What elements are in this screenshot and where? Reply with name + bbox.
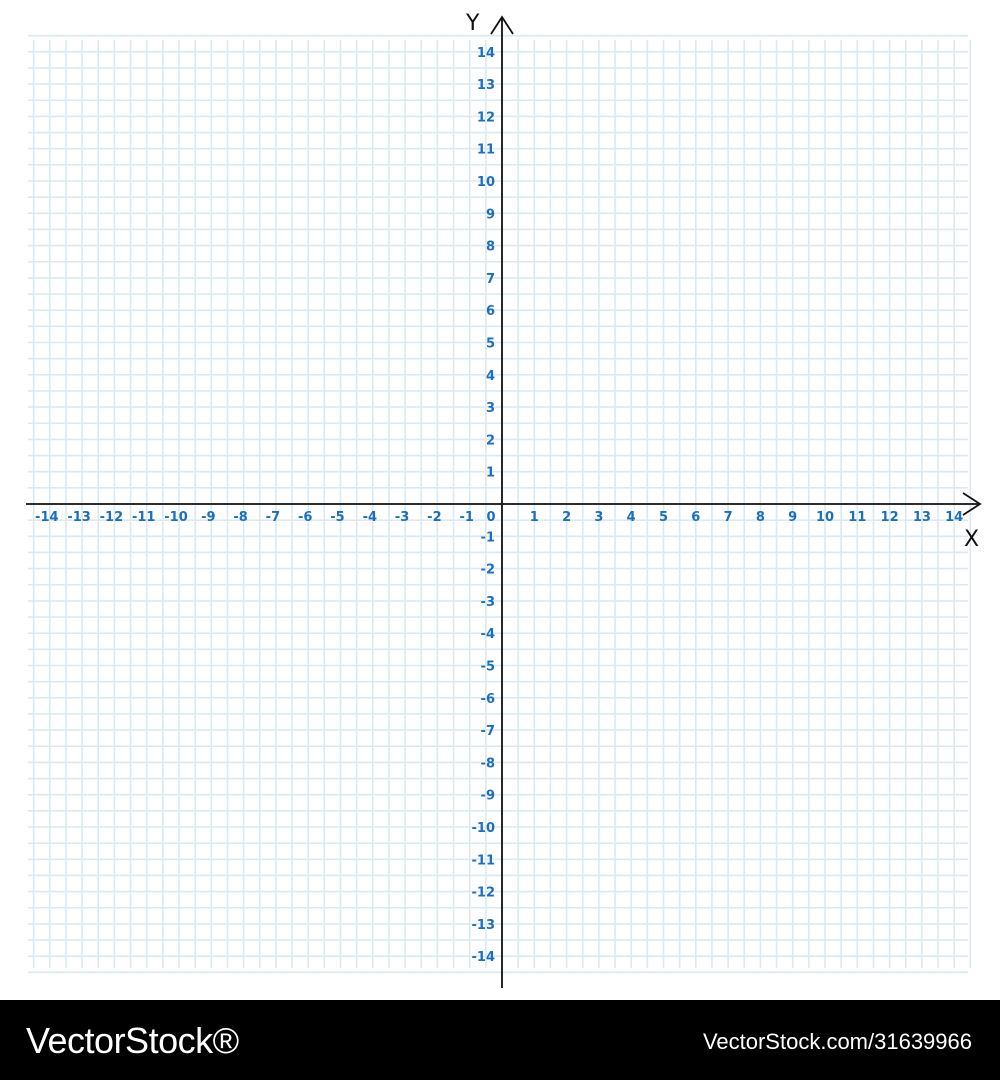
y-tick-label: 11 (476, 142, 495, 158)
y-tick-label: -2 (480, 562, 495, 578)
x-tick-label: -8 (233, 510, 248, 525)
x-tick-label: -10 (164, 510, 188, 525)
y-tick-label: -14 (471, 950, 495, 966)
x-tick-label: -14 (35, 510, 59, 525)
y-tick-label: 2 (485, 433, 495, 449)
image-url-text[interactable]: VectorStock.com/31639966 (702, 1029, 972, 1054)
y-tick-label: -9 (480, 788, 495, 804)
x-tick-label: -11 (131, 510, 156, 525)
y-tick-label: 4 (485, 368, 495, 384)
y-tick-label: -3 (480, 594, 495, 610)
y-tick-label: -12 (471, 885, 495, 901)
x-tick-label: 5 (658, 510, 669, 525)
x-tick-label: 8 (755, 510, 765, 525)
y-tick-label: -7 (480, 724, 495, 740)
y-tick-label: 13 (476, 78, 495, 94)
x-tick-label: 2 (562, 510, 572, 525)
y-tick-label: 6 (485, 304, 495, 320)
origin-label: 0 (486, 510, 496, 525)
x-tick-label: -1 (459, 510, 474, 525)
y-tick-label: 14 (476, 45, 495, 61)
y-tick-label: 12 (476, 110, 495, 126)
y-tick-label: -10 (471, 821, 495, 836)
y-tick-label: -8 (480, 756, 495, 772)
x-tick-labels (35, 510, 963, 525)
x-tick-label: -4 (362, 510, 378, 525)
x-tick-label: 6 (691, 510, 701, 525)
y-tick-label: 9 (485, 207, 495, 223)
y-axis-label: Y (466, 11, 480, 36)
x-tick-label: 12 (880, 510, 899, 525)
y-tick-label: 5 (485, 336, 495, 352)
x-tick-label: 3 (594, 510, 604, 525)
x-tick-label: -13 (67, 510, 91, 525)
x-tick-label: 9 (788, 510, 798, 525)
footer-bar (0, 1000, 1000, 1080)
x-tick-label: -12 (99, 510, 124, 525)
x-tick-label: 7 (723, 510, 733, 525)
x-tick-label: -6 (297, 510, 313, 525)
y-tick-label: 10 (476, 175, 495, 190)
y-tick-label: -1 (480, 530, 495, 546)
x-tick-label: 13 (912, 510, 931, 525)
x-tick-label: 14 (945, 510, 964, 525)
y-tick-label: -13 (471, 917, 495, 933)
y-tick-label: 3 (485, 401, 495, 417)
x-tick-label: 11 (848, 510, 867, 525)
x-tick-label: 1 (529, 510, 539, 525)
y-tick-label: 1 (485, 465, 495, 481)
x-tick-label: -5 (330, 510, 345, 525)
x-tick-label: -9 (201, 510, 216, 525)
y-tick-label: -5 (480, 659, 495, 675)
x-tick-label: 10 (815, 510, 835, 525)
axes (26, 11, 980, 988)
y-tick-label: 7 (485, 271, 495, 287)
x-tick-label: 4 (626, 510, 636, 525)
x-tick-label: -7 (265, 510, 281, 525)
y-tick-label: -4 (480, 627, 495, 643)
y-tick-label: -6 (480, 691, 495, 707)
brand-logo[interactable]: VectorStock® (26, 1020, 239, 1061)
x-tick-label: -2 (427, 510, 442, 525)
x-axis-label: X (964, 527, 980, 552)
y-tick-label: -11 (471, 853, 495, 869)
y-tick-label: 8 (485, 239, 495, 255)
y-tick-labels (472, 46, 496, 965)
x-tick-label: -3 (394, 510, 410, 525)
